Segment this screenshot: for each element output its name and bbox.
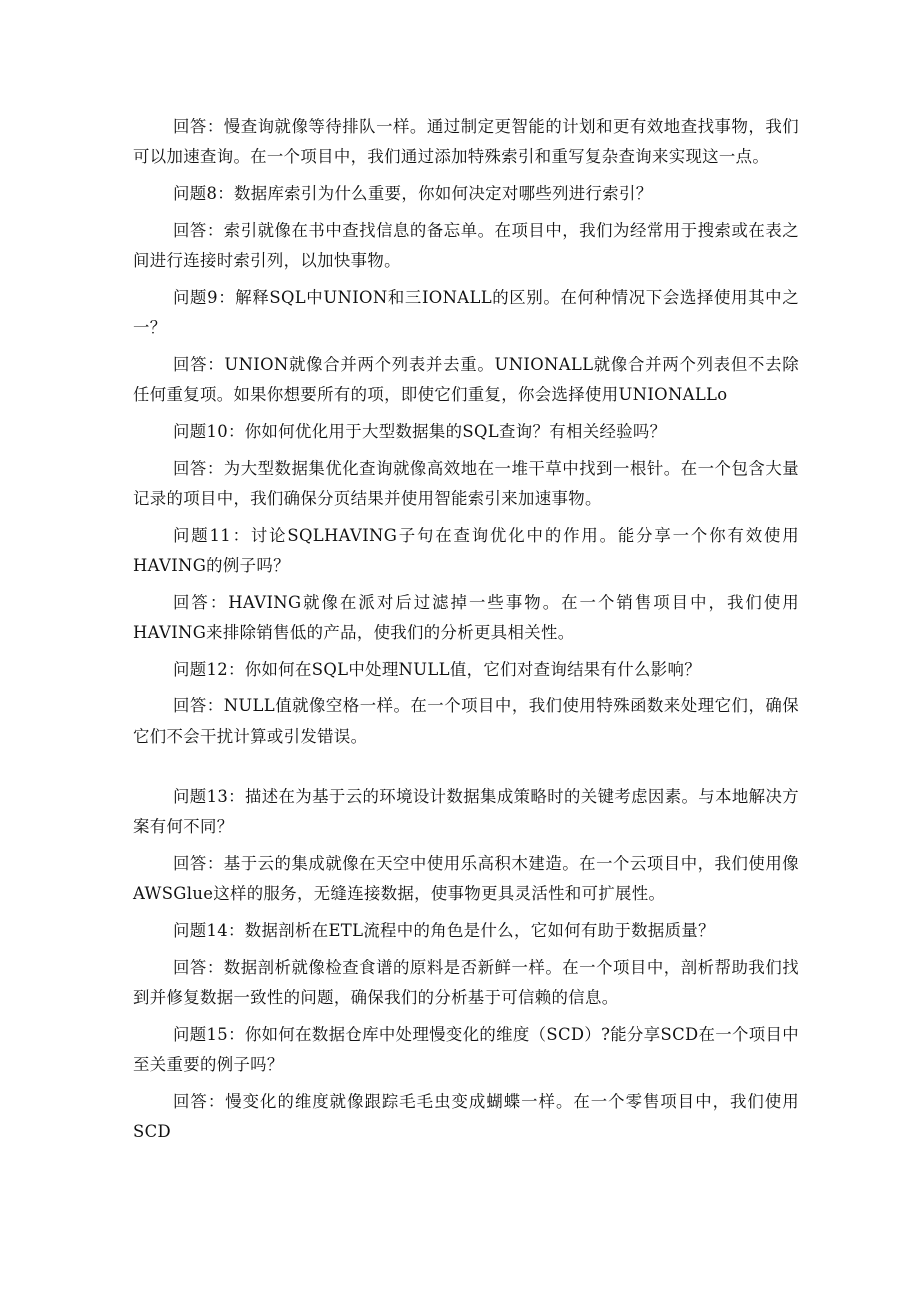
answer-paragraph: 回答：慢变化的维度就像跟踪毛毛虫变成蝴蝶一样。在一个零售项目中，我们使用SCD [133, 1091, 799, 1141]
question-paragraph: 问题11：讨论SQLHAVING子句在查询优化中的作用。能分享一个你有效使用HAVING的例子吗？ [133, 525, 799, 575]
answer-paragraph: 回答：UNION就像合并两个列表并去重。UNIONALL就像合并两个列表但不去除任何重复项。如果你想要所有的项，即使它们重复，你会选择使用UNIONALLo [133, 354, 799, 404]
answer-paragraph: 回答：索引就像在书中查找信息的备忘单。在项目中，我们为经常用于搜索或在表之间进行连接时索引列，以加快事物。 [133, 220, 799, 270]
answer-paragraph: 回答：NULL值就像空格一样。在一个项目中，我们使用特殊函数来处理它们，确保它们不会干扰计算或引发错误。 [133, 696, 799, 746]
question-paragraph: 问题12：你如何在SQL中处理NULL值，它们对查询结果有什么影响？ [173, 659, 701, 679]
question-paragraph: 问题10：你如何优化用于大型数据集的SQL查询？有相关经验吗？ [173, 421, 667, 441]
question-paragraph: 问题13：描述在为基于云的环境设计数据集成策略时的关键考虑因素。与本地解决方案有何不同？ [133, 786, 799, 836]
answer-paragraph: 回答：基于云的集成就像在天空中使用乐高积木建造。在一个云项目中，我们使用像AWSGlue这样的服务，无缝连接数据，使事物更具灵活性和可扩展性。 [133, 853, 799, 903]
answer-paragraph: 回答：HAVING就像在派对后过滤掉一些事物。在一个销售项目中，我们使用HAVING来排除销售低的产品，使我们的分析更具相关性。 [133, 592, 799, 642]
answer-paragraph: 回答：为大型数据集优化查询就像高效地在一堆干草中找到一根针。在一个包含大量记录的项目中，我们确保分页结果并使用智能索引来加速事物。 [133, 458, 799, 508]
answer-paragraph: 回答：数据剖析就像检查食谱的原料是否新鲜一样。在一个项目中，剖析帮助我们找到并修复数据一致性的问题，确保我们的分析基于可信赖的信息。 [133, 957, 799, 1007]
question-paragraph: 问题8：数据库索引为什么重要，你如何决定对哪些列进行索引？ [173, 184, 653, 203]
question-paragraph: 问题14：数据剖析在ETL流程中的角色是什么，它如何有助于数据质量？ [173, 920, 715, 940]
question-paragraph: 问题15：你如何在数据仓库中处理慢变化的维度（SCD）?能分享SCD在一个项目中至关重要的例子吗？ [133, 1024, 799, 1074]
document-body [133, 112, 799, 1154]
answer-paragraph: 回答：慢查询就像等待排队一样。通过制定更智能的计划和更有效地查找事物，我们可以加速查询。在一个项目中，我们通过添加特殊索引和重写复杂查询来实现这一点。 [133, 117, 799, 167]
question-paragraph: 问题9：解释SQL中UNION和三IONALL的区别。在何种情况下会选择使用其中之一？ [133, 287, 799, 337]
